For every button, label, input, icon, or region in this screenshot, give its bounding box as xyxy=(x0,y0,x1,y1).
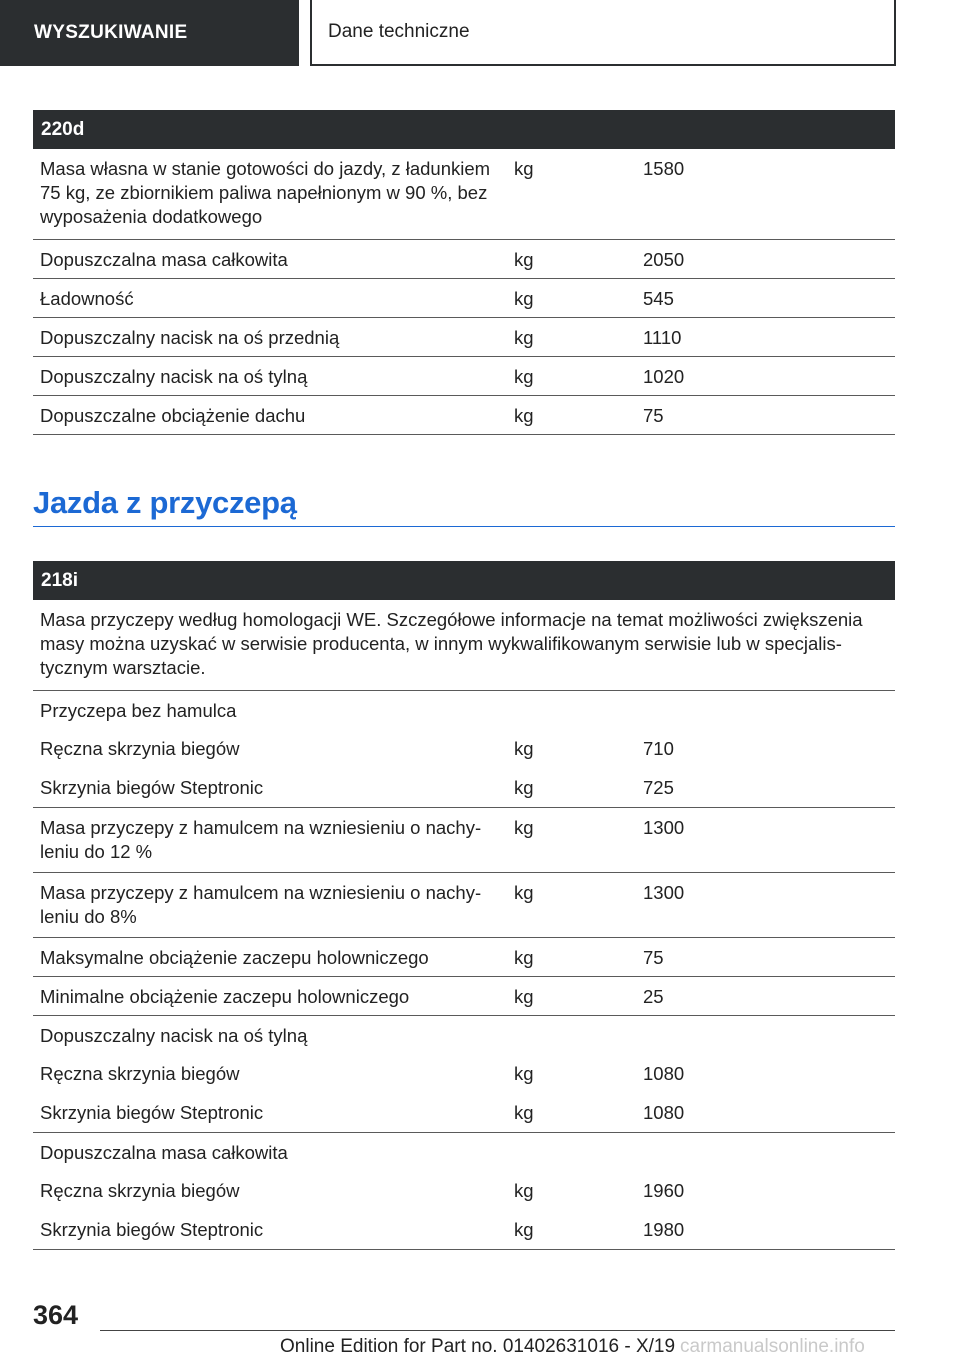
row-unit: kg xyxy=(507,239,636,278)
row-value: 1580 xyxy=(636,149,895,239)
table-row xyxy=(33,356,895,395)
row-unit: kg xyxy=(507,807,636,872)
row-label: Dopuszczalna masa całkowita xyxy=(40,1141,288,1163)
row-value: 1020 xyxy=(636,356,895,395)
row-unit: kg xyxy=(507,768,636,807)
row-label: Maksymalne obciążenie zaczepu holowniczego xyxy=(33,937,507,976)
row-value: 1080 xyxy=(636,1093,895,1132)
row-value xyxy=(636,1015,895,1054)
row-unit: kg xyxy=(507,317,636,356)
spec-table-218i xyxy=(33,561,895,1250)
table-intro: Masa przyczepy według homologacji WE. Szczegółowe informacje na temat możliwości zwiększenia masy można uzyskać w serwisie producenta, w innym wykwalifikowanym serwisie lub w specjalis-tycznym warsztacie. xyxy=(33,600,895,690)
table-title-220d: 220d xyxy=(33,110,895,149)
table-row xyxy=(33,1210,895,1249)
row-unit: kg xyxy=(507,872,636,937)
row-unit: kg xyxy=(507,1210,636,1249)
table-row xyxy=(33,976,895,1015)
table-row xyxy=(33,278,895,317)
table-row xyxy=(33,937,895,976)
row-label: Ręczna skrzynia biegów xyxy=(40,738,240,759)
row-value: 1980 xyxy=(636,1210,895,1249)
row-label: Dopuszczalny nacisk na oś tylną xyxy=(33,356,507,395)
row-label: Dopuszczalny nacisk na oś tylną xyxy=(40,1024,308,1046)
row-label: Ręczna skrzynia biegów xyxy=(40,1063,240,1084)
row-label: Skrzynia biegów Steptronic xyxy=(33,1210,507,1249)
row-unit: kg xyxy=(514,1180,534,1201)
table-title-218i: 218i xyxy=(33,561,895,600)
table-row xyxy=(33,1054,895,1093)
page-number: 364 xyxy=(33,1300,79,1330)
row-label: Minimalne obciążenie zaczepu holowniczego xyxy=(33,976,507,1015)
search-tab[interactable]: WYSZUKIWANIE xyxy=(0,0,299,66)
row-value: 545 xyxy=(636,278,895,317)
row-unit: kg xyxy=(507,149,636,239)
row-label: Dopuszczalny nacisk na oś przednią xyxy=(33,317,507,356)
section-title-tab[interactable]: Dane techniczne xyxy=(310,0,896,66)
row-value: 1300 xyxy=(636,807,895,872)
section-heading: Jazda z przyczepą xyxy=(33,485,895,527)
table-row xyxy=(33,1171,895,1210)
table-row xyxy=(33,872,895,937)
row-value: 75 xyxy=(636,937,895,976)
edition-footer: Online Edition for Part no. 01402631016 - X/19 xyxy=(280,1336,676,1357)
row-label: Dopuszczalna masa całkowita xyxy=(33,239,507,278)
footer-divider xyxy=(100,1330,895,1331)
row-value: 1110 xyxy=(636,317,895,356)
table-row xyxy=(33,807,895,872)
top-navigation xyxy=(0,0,896,66)
row-value: 25 xyxy=(636,976,895,1015)
row-unit: kg xyxy=(507,1093,636,1132)
row-unit: kg xyxy=(514,1063,534,1084)
row-unit xyxy=(507,1015,636,1054)
row-label: Masa przyczepy z hamulcem na wzniesieniu o nachy-leniu do 12 % xyxy=(33,807,507,872)
row-value: 1960 xyxy=(643,1180,685,1201)
row-value: 2050 xyxy=(636,239,895,278)
row-unit xyxy=(507,690,636,729)
row-value xyxy=(636,690,895,729)
table-row xyxy=(33,239,895,278)
table-row xyxy=(33,768,895,807)
watermark: carmanualsonline.info xyxy=(680,1336,865,1357)
table-row xyxy=(33,317,895,356)
table-row xyxy=(33,729,895,768)
row-unit xyxy=(507,1132,636,1171)
row-value xyxy=(636,1132,895,1171)
row-label: Ładowność xyxy=(33,278,507,317)
row-label: Dopuszczalne obciążenie dachu xyxy=(33,395,507,434)
row-unit: kg xyxy=(507,937,636,976)
table-intro-row xyxy=(33,600,895,690)
table-row xyxy=(33,1093,895,1132)
table-row xyxy=(33,690,895,729)
row-label: Ręczna skrzynia biegów xyxy=(40,1180,240,1201)
row-value: 725 xyxy=(636,768,895,807)
spec-table-220d xyxy=(33,110,895,435)
row-value: 1080 xyxy=(643,1063,685,1084)
row-unit: kg xyxy=(507,976,636,1015)
row-label: Masa własna w stanie gotowości do jazdy, z ładunkiem 75 kg, ze zbiornikiem paliwa napełnionym w 90 %, bez wyposażenia dodatkowego xyxy=(33,149,507,239)
row-label: Skrzynia biegów Steptronic xyxy=(33,768,507,807)
row-unit: kg xyxy=(507,356,636,395)
table-row xyxy=(33,1132,895,1171)
row-unit: kg xyxy=(507,395,636,434)
row-label: Masa przyczepy z hamulcem na wzniesieniu o nachy-leniu do 8% xyxy=(33,872,507,937)
row-label: Skrzynia biegów Steptronic xyxy=(33,1093,507,1132)
row-unit: kg xyxy=(514,738,534,759)
row-value: 1300 xyxy=(636,872,895,937)
table-row xyxy=(33,395,895,434)
table-row xyxy=(33,1015,895,1054)
row-label: Przyczepa bez hamulca xyxy=(40,699,237,721)
row-unit: kg xyxy=(507,278,636,317)
row-value: 710 xyxy=(643,738,674,759)
table-row xyxy=(33,149,895,239)
row-value: 75 xyxy=(636,395,895,434)
